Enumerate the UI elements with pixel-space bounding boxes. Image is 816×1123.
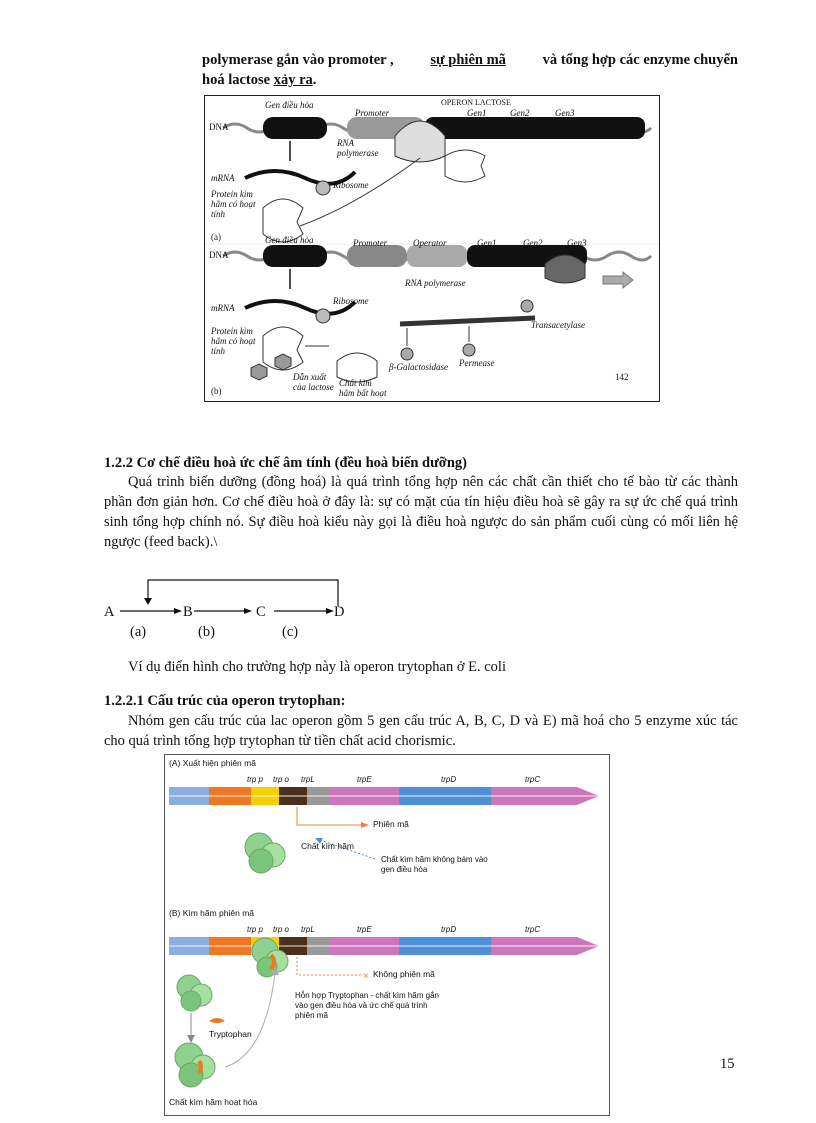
label-page-ref: 142 bbox=[615, 372, 629, 382]
label-protein-top: Protein kìm hãm có hoạt tính bbox=[211, 189, 256, 219]
label-promoter-top: Promoter bbox=[355, 108, 390, 118]
permease-icon bbox=[463, 344, 475, 356]
gene-trpl-a: trpL bbox=[301, 775, 315, 784]
panel-a-title: (A) Xuất hiện phiên mã bbox=[169, 758, 256, 768]
label-protein-bottom: Protein kìm hãm có hoạt tính bbox=[211, 326, 256, 356]
regulator-gene-top bbox=[263, 117, 327, 139]
label-regulator-bottom: Gen điều hòa bbox=[265, 235, 314, 245]
label-operon: OPERON LACTOSE bbox=[441, 98, 511, 107]
node-b: B bbox=[183, 604, 193, 620]
subsection-paragraph: Nhóm gen cấu trúc của lac operon gồm 5 gen cấu trúc A, B, C, D và E) mã hoá cho 5 enzyme xúc tác cho quá trình tổng hợp trytophan từ tiền chất acid chorismic. bbox=[104, 713, 738, 749]
gene-trp-o-a: trp o bbox=[273, 775, 290, 784]
ribosome-top bbox=[316, 181, 330, 195]
label-panel-b: (b) bbox=[211, 386, 222, 396]
label-regulator-top: Gen điều hòa bbox=[265, 100, 314, 110]
step-c: (c) bbox=[282, 624, 299, 640]
label-transacetylase: Transacetylase bbox=[531, 320, 585, 330]
gene-trpe-a: trpE bbox=[357, 775, 372, 784]
lactose-derivative-b bbox=[275, 354, 291, 370]
tryptophan-icon bbox=[209, 1018, 225, 1023]
gene-trpe-b: trpE bbox=[357, 925, 372, 934]
arrowhead-b-c bbox=[244, 608, 252, 614]
line1-pre: polymerase gắn vào promoter , bbox=[202, 52, 394, 68]
line2-post: . bbox=[312, 72, 317, 88]
label-operator-bottom: Operator bbox=[413, 238, 447, 248]
top-paragraph bbox=[202, 50, 738, 90]
label-rna-pol-bottom: RNA polymerase bbox=[405, 278, 466, 288]
transcription-arrowhead bbox=[361, 822, 369, 828]
label-not-bind: Chất kìm hãm không bám vào gen điều hòa bbox=[381, 855, 488, 874]
label-complex: Hỗn hợp Tryptophan - chất kìm hãm gắn vào gen điều hòa và ức chế quá trình phiên mã bbox=[295, 991, 439, 1020]
label-gen1-bottom: Gen1 bbox=[477, 238, 497, 248]
curve-arrow-up bbox=[225, 973, 275, 1067]
label-transcription: Phiên mã bbox=[373, 819, 409, 829]
repressor-icon-a bbox=[245, 833, 285, 873]
repressor-icon-b bbox=[177, 975, 212, 1011]
node-d: D bbox=[334, 604, 345, 620]
label-rna-pol-top: RNA polymerase bbox=[337, 138, 379, 158]
feedback-line bbox=[148, 580, 338, 606]
activated-repressor-icon bbox=[175, 1043, 215, 1087]
label-gen2-bottom: Gen2 bbox=[523, 238, 543, 248]
transacetylase-icon bbox=[521, 300, 533, 312]
gene-trp-p-a: trp p bbox=[247, 775, 264, 784]
feedback-arrowhead bbox=[144, 598, 152, 605]
lac-operon-diagram bbox=[205, 96, 659, 401]
label-gen2-top: Gen2 bbox=[510, 108, 530, 118]
line2-underlined: xảy ra bbox=[273, 72, 313, 88]
lac-operon-figure bbox=[204, 95, 660, 402]
label-gen1-top: Gen1 bbox=[467, 108, 487, 118]
dna-panel-a bbox=[165, 787, 599, 805]
label-gen3-bottom: Gen3 bbox=[567, 238, 587, 248]
line1-post: và tổng hợp các enzyme chuyển bbox=[542, 52, 738, 68]
promoter-bottom bbox=[347, 245, 407, 267]
label-panel-a: (a) bbox=[211, 232, 221, 242]
label-tryptophan: Tryptophan bbox=[209, 1029, 252, 1039]
label-galactosidase: β-Galactosidase bbox=[389, 362, 448, 372]
line1-underlined: sự phiên mã bbox=[430, 52, 506, 68]
label-permease: Permease bbox=[459, 358, 495, 368]
node-a: A bbox=[104, 604, 115, 620]
label-dna-top: DNA bbox=[209, 122, 229, 132]
label-no-transcription: Không phiên mã bbox=[373, 969, 435, 979]
label-derivative: Dẫn xuất của lactose bbox=[293, 372, 334, 392]
page-number: 15 bbox=[720, 1056, 735, 1072]
node-c: C bbox=[256, 604, 266, 620]
gene-trpd-b: trpD bbox=[441, 925, 457, 934]
label-ribosome-bottom: Ribosome bbox=[333, 296, 369, 306]
gene-trpc-a: trpC bbox=[525, 775, 541, 784]
galactosidase-icon bbox=[401, 348, 413, 360]
example-line: Ví dụ điển hình cho trường hợp này là operon trytophan ở E. coli bbox=[128, 659, 506, 675]
rna-polymerase-bottom bbox=[545, 255, 585, 283]
label-inactive: Chất kìm hãm bất hoạt bbox=[339, 378, 387, 398]
label-ribosome-top: Ribosome bbox=[333, 180, 369, 190]
label-mrna-bottom: mRNA bbox=[211, 303, 235, 313]
structural-genes-top bbox=[425, 117, 645, 139]
section-paragraph: Quá trình biến dưỡng (đồng hoá) là quá trình tổng hợp nên các chất cần thiết cho tế bào từ các thành phần đơn giản hơn. Cơ chế điều hoà ở đây là: sự có mặt của tín hiệu điều hoà sẽ gây ra sự ức chế quá trình sinh tổng hợp chính nó. Sự điều hoà kiểu này gọi là điều hoà ngược do sản phẩm cuối cùng có mối liên hệ ngược (feed back).\ bbox=[104, 474, 738, 550]
regulator-gene-bottom bbox=[263, 245, 327, 267]
label-activated: Chất kìm hãm hoạt hóa bbox=[169, 1097, 258, 1107]
label-dna-bottom: DNA bbox=[209, 250, 229, 260]
label-repressor: Chất kìm hãm bbox=[301, 841, 354, 851]
label-gen3-top: Gen3 bbox=[555, 108, 575, 118]
blocked-x: × bbox=[363, 971, 369, 982]
arrowhead-a-b bbox=[174, 608, 182, 614]
section-heading: 1.2.2 Cơ chế điều hoà ức chế âm tính (đều hoà biến dưỡng) bbox=[104, 455, 467, 471]
arrowhead-c-d bbox=[326, 608, 334, 614]
trp-operon-figure bbox=[164, 754, 610, 1116]
ribosome-bottom bbox=[316, 309, 330, 323]
trp-operon-diagram bbox=[165, 755, 609, 1115]
transcription-arrow bbox=[297, 807, 361, 825]
blocked-arrow bbox=[297, 957, 361, 975]
lactose-derivative-a bbox=[251, 364, 267, 380]
operator-bottom bbox=[407, 245, 467, 267]
mrna-polycistronic bbox=[400, 318, 535, 324]
progress-arrow bbox=[603, 272, 633, 288]
gene-trp-o-b: trp o bbox=[273, 925, 290, 934]
gene-trpd-a: trpD bbox=[441, 775, 457, 784]
arrow-to-activated-head bbox=[187, 1035, 195, 1043]
repressor-bound-top bbox=[445, 150, 485, 182]
label-promoter-bottom: Promoter bbox=[353, 238, 388, 248]
step-a: (a) bbox=[130, 624, 147, 640]
line2-pre: hoá lactose bbox=[202, 72, 271, 88]
label-mrna-top: mRNA bbox=[211, 173, 235, 183]
step-b: (b) bbox=[198, 624, 215, 640]
subsection-heading: 1.2.2.1 Cấu trúc của operon trytophan: bbox=[104, 693, 346, 709]
dna-panel-b bbox=[165, 937, 599, 955]
gene-trp-p-b: trp p bbox=[247, 925, 264, 934]
panel-b-title: (B) Kìm hãm phiên mã bbox=[169, 908, 255, 918]
gene-trpc-b: trpC bbox=[525, 925, 541, 934]
gene-trpl-b: trpL bbox=[301, 925, 315, 934]
